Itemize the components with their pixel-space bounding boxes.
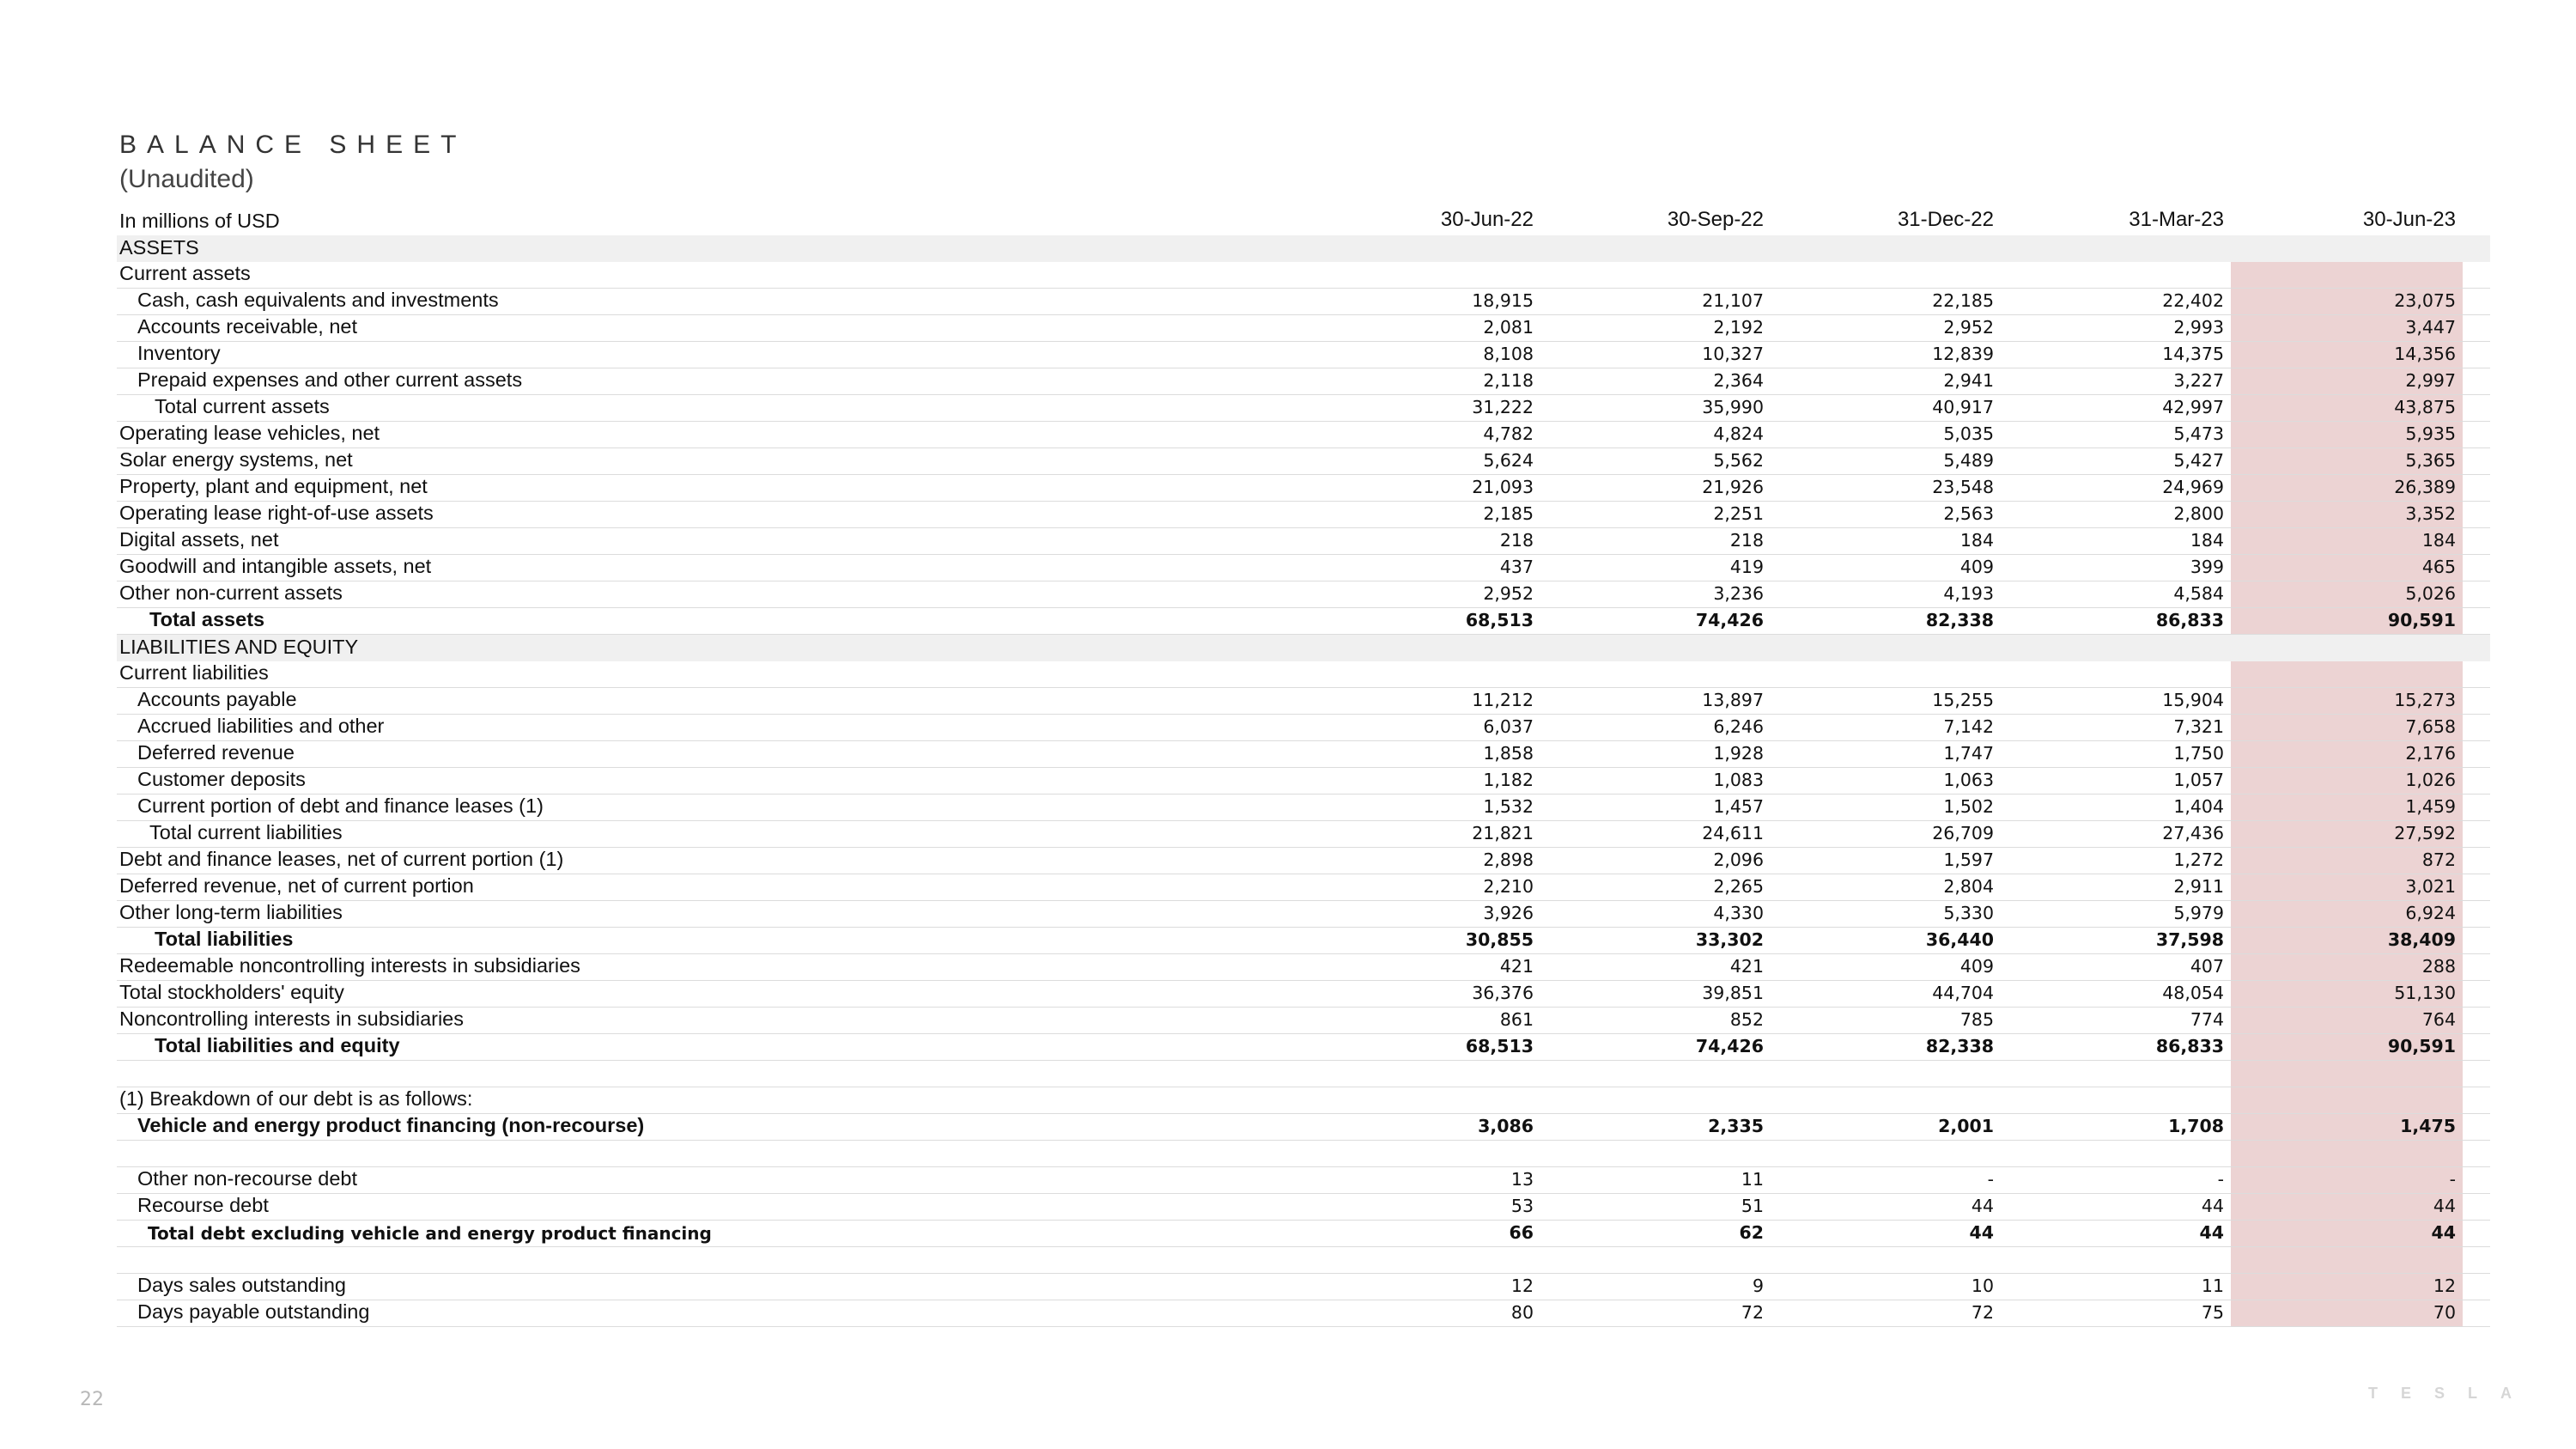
cell-value	[2231, 262, 2463, 288]
cell-value: 2,911	[2173, 876, 2224, 897]
cell-value: 5,365	[2231, 448, 2463, 474]
cell-value: 1,457	[1713, 796, 1764, 817]
cell-value: 421	[1499, 956, 1534, 977]
cell-value: 2,563	[1943, 503, 1994, 524]
cell-value: 184	[2190, 530, 2224, 551]
cell-value	[1540, 1110, 1771, 1113]
row-label: Recourse debt	[137, 1194, 269, 1216]
cell-value	[1771, 684, 2001, 687]
table-row	[117, 235, 2490, 262]
cell-value: 409	[1959, 557, 1994, 577]
cell-value: 4,782	[1483, 423, 1534, 444]
cell-value: 1,026	[2231, 768, 2463, 794]
table-row	[117, 741, 2490, 768]
row-label	[117, 1084, 1310, 1087]
row-label: ASSETS	[119, 236, 199, 259]
cell-value: 15,273	[2231, 688, 2463, 714]
cell-value: 2,993	[2173, 317, 2224, 338]
tesla-logo: TESLA	[2368, 1385, 2536, 1402]
cell-value: 23,075	[2231, 289, 2463, 314]
cell-value: 5,330	[1943, 903, 1994, 923]
cell-value: 1,459	[2231, 795, 2463, 820]
table-header-row	[117, 209, 2490, 235]
row-label: Accounts receivable, net	[137, 315, 358, 338]
column-header: 31-Mar-23	[2129, 208, 2224, 231]
cell-value: 2,804	[1943, 876, 1994, 897]
cell-value: 22,185	[1932, 290, 1994, 311]
cell-value: 11	[1741, 1169, 1764, 1190]
cell-value: 2,265	[1713, 876, 1764, 897]
row-label: Days sales outstanding	[137, 1274, 346, 1296]
cell-value: 218	[1729, 530, 1764, 551]
cell-value: 407	[2190, 956, 2224, 977]
table-row	[117, 422, 2490, 448]
table-row	[117, 954, 2490, 981]
table-row	[117, 1300, 2490, 1327]
cell-value: 44	[2231, 1221, 2463, 1246]
cell-value: 1,750	[2173, 743, 2224, 764]
cell-value: 13,897	[1702, 690, 1764, 710]
cell-value	[2001, 1269, 2231, 1273]
table-row	[117, 874, 2490, 901]
cell-value: -	[1987, 1169, 1994, 1190]
table-row	[117, 581, 2490, 608]
cell-value	[2231, 1087, 2463, 1113]
row-label: Property, plant and equipment, net	[119, 475, 428, 497]
row-label: Current liabilities	[119, 661, 269, 684]
cell-value: 44	[2231, 1194, 2463, 1220]
cell-value: 18,915	[1472, 290, 1534, 311]
cell-value	[2231, 1061, 2463, 1087]
cell-value: 2,192	[1713, 317, 1764, 338]
row-label: Total assets	[149, 608, 265, 630]
row-label: Current portion of debt and finance leases (1)	[137, 795, 544, 817]
cell-value: 24,611	[1702, 823, 1764, 843]
cell-value: 11,212	[1472, 690, 1534, 710]
cell-value: 5,026	[2231, 581, 2463, 607]
cell-value: 419	[1729, 557, 1764, 577]
cell-value: 1,597	[1943, 849, 1994, 870]
cell-value: 23,548	[1932, 477, 1994, 497]
row-label: Operating lease vehicles, net	[119, 422, 380, 444]
table-row	[117, 795, 2490, 821]
table-row	[117, 1221, 2490, 1247]
cell-value	[1310, 1163, 1540, 1166]
cell-value: 86,833	[2155, 610, 2224, 630]
cell-value: -	[2217, 1169, 2224, 1190]
table-row	[117, 848, 2490, 874]
cell-value: 44	[2201, 1196, 2224, 1216]
cell-value: 26,389	[2231, 475, 2463, 501]
row-label: Deferred revenue	[137, 741, 295, 764]
cell-value	[1771, 1163, 2001, 1166]
row-label: Solar energy systems, net	[119, 448, 353, 471]
cell-value: 421	[1729, 956, 1764, 977]
row-label: Debt and finance leases, net of current portion (1)	[119, 848, 564, 870]
cell-value	[1771, 1269, 2001, 1273]
table-row	[117, 688, 2490, 715]
cell-value: 6,924	[2231, 901, 2463, 927]
table-row	[117, 768, 2490, 795]
cell-value: 1,272	[2173, 849, 2224, 870]
cell-value: 1,182	[1483, 770, 1534, 790]
row-label: Total stockholders' equity	[119, 981, 344, 1003]
cell-value: 5,035	[1943, 423, 1994, 444]
table-row	[117, 981, 2490, 1008]
cell-value: 68,513	[1465, 1036, 1534, 1056]
table-row	[117, 315, 2490, 342]
cell-value: 1,057	[2173, 770, 2224, 790]
cell-value: 21,093	[1472, 477, 1534, 497]
cell-value: 8,108	[1483, 344, 1534, 364]
column-header: 30-Sep-22	[1667, 208, 1764, 231]
row-label: LIABILITIES AND EQUITY	[119, 636, 359, 658]
column-header: 30-Jun-22	[1440, 208, 1534, 231]
table-row	[117, 448, 2490, 475]
cell-value: 2,898	[1483, 849, 1534, 870]
table-row	[117, 555, 2490, 581]
row-label: Operating lease right-of-use assets	[119, 502, 434, 524]
cell-value: 90,591	[2231, 608, 2463, 634]
row-label: Current assets	[119, 262, 251, 284]
cell-value: 62	[1739, 1222, 1764, 1243]
column-header: 31-Dec-22	[1897, 208, 1994, 231]
cell-value: 44	[1969, 1222, 1994, 1243]
cell-value	[2231, 635, 2463, 661]
cell-value: 6,037	[1483, 716, 1534, 737]
row-label: Days payable outstanding	[137, 1300, 370, 1323]
cell-value: 1,083	[1713, 770, 1764, 790]
cell-value: 1,063	[1943, 770, 1994, 790]
cell-value: 42,997	[2162, 397, 2224, 417]
cell-value	[1540, 284, 1771, 288]
row-label: Total liabilities	[155, 928, 294, 950]
cell-value: 24,969	[2162, 477, 2224, 497]
cell-value	[1540, 658, 1771, 661]
cell-value: 72	[1971, 1302, 1994, 1323]
cell-value	[2001, 284, 2231, 288]
cell-value: 14,356	[2231, 342, 2463, 368]
cell-value: 13	[1510, 1169, 1534, 1190]
table-row	[117, 368, 2490, 395]
cell-value: 44	[1971, 1196, 1994, 1216]
table-row	[117, 1274, 2490, 1300]
cell-value: 21,107	[1702, 290, 1764, 311]
table-row	[117, 528, 2490, 555]
cell-value: 2,176	[2231, 741, 2463, 767]
table-row	[117, 1008, 2490, 1034]
cell-value	[1310, 658, 1540, 661]
table-row	[117, 342, 2490, 368]
cell-value: 33,302	[1695, 929, 1764, 950]
cell-value: 5,935	[2231, 422, 2463, 447]
cell-value	[2231, 1141, 2463, 1166]
table-row	[117, 715, 2490, 741]
cell-value: 409	[1959, 956, 1994, 977]
cell-value: 6,246	[1713, 716, 1764, 737]
table-row	[117, 635, 2490, 661]
cell-value: 437	[1499, 557, 1534, 577]
table-row	[117, 1087, 2490, 1114]
cell-value	[1310, 259, 1540, 262]
cell-value: 288	[2231, 954, 2463, 980]
cell-value: 22,402	[2162, 290, 2224, 311]
cell-value: 4,824	[1713, 423, 1764, 444]
cell-value: 12	[1510, 1275, 1534, 1296]
cell-value: 764	[2231, 1008, 2463, 1033]
cell-value: 2,800	[2173, 503, 2224, 524]
cell-value: 27,592	[2231, 821, 2463, 847]
table-row	[117, 661, 2490, 688]
cell-value: -	[2231, 1167, 2463, 1193]
table-row	[117, 901, 2490, 928]
cell-value: 1,928	[1713, 743, 1764, 764]
table-row	[117, 1034, 2490, 1061]
cell-value: 48,054	[2162, 983, 2224, 1003]
cell-value: 2,001	[1938, 1116, 1994, 1136]
cell-value: 1,502	[1943, 796, 1994, 817]
cell-value: 75	[2201, 1302, 2224, 1323]
row-label: Accounts payable	[137, 688, 297, 710]
cell-value: 35,990	[1702, 397, 1764, 417]
row-label: Goodwill and intangible assets, net	[119, 555, 432, 577]
cell-value: 2,251	[1713, 503, 1764, 524]
cell-value: 5,427	[2173, 450, 2224, 471]
cell-value	[1310, 1110, 1540, 1113]
cell-value	[2001, 1163, 2231, 1166]
row-label: Other non-current assets	[119, 581, 343, 604]
cell-value: 4,584	[2173, 583, 2224, 604]
cell-value: 852	[1729, 1009, 1764, 1030]
row-label	[117, 1164, 1310, 1166]
cell-value: 44,704	[1932, 983, 1994, 1003]
cell-value: 2,364	[1713, 370, 1764, 391]
cell-value: 36,376	[1472, 983, 1534, 1003]
cell-value: 26,709	[1932, 823, 1994, 843]
page-number: 22	[80, 1389, 104, 1410]
cell-value	[1771, 658, 2001, 661]
row-label: Total current liabilities	[149, 821, 343, 843]
balance-sheet-table	[117, 209, 2490, 1327]
cell-value	[1310, 284, 1540, 288]
cell-value: 3,021	[2231, 874, 2463, 900]
cell-value: 2,952	[1943, 317, 1994, 338]
cell-value: 5,562	[1713, 450, 1764, 471]
row-label: Vehicle and energy product financing (non-recourse)	[137, 1114, 645, 1136]
table-row	[117, 289, 2490, 315]
cell-value: 21,926	[1702, 477, 1764, 497]
cell-value	[1771, 1110, 2001, 1113]
cell-value: 3,447	[2231, 315, 2463, 341]
cell-value: 184	[2231, 528, 2463, 554]
column-header: 30-Jun-23	[2362, 208, 2456, 231]
page-subtitle: (Unaudited)	[119, 165, 254, 193]
cell-value: 36,440	[1925, 929, 1994, 950]
row-label: Other non-recourse debt	[137, 1167, 358, 1190]
cell-value: 3,086	[1478, 1116, 1534, 1136]
cell-value: 12	[2231, 1274, 2463, 1300]
cell-value: 86,833	[2155, 1036, 2224, 1056]
cell-value: 3,926	[1483, 903, 1534, 923]
cell-value: 43,875	[2231, 395, 2463, 421]
row-label: Noncontrolling interests in subsidiaries	[119, 1008, 465, 1030]
cell-value: 10	[1971, 1275, 1994, 1296]
table-row	[117, 1061, 2490, 1087]
row-label: Total current assets	[155, 395, 330, 417]
unit-label: In millions of USD	[119, 210, 280, 232]
cell-value: 68,513	[1465, 610, 1534, 630]
table-row	[117, 1194, 2490, 1221]
cell-value	[1540, 1269, 1771, 1273]
table-row	[117, 821, 2490, 848]
cell-value: 2,118	[1483, 370, 1534, 391]
row-label: Digital assets, net	[119, 528, 279, 551]
cell-value: 2,210	[1483, 876, 1534, 897]
cell-value: 5,624	[1483, 450, 1534, 471]
cell-value: 82,338	[1925, 610, 1994, 630]
cell-value: 7,142	[1943, 716, 1994, 737]
cell-value: 7,321	[2173, 716, 2224, 737]
cell-value: 40,917	[1932, 397, 1994, 417]
cell-value: 38,409	[2231, 928, 2463, 953]
cell-value	[2001, 1083, 2231, 1087]
cell-value	[2001, 259, 2231, 262]
cell-value: 7,658	[2231, 715, 2463, 740]
row-label: Deferred revenue, net of current portion	[119, 874, 474, 897]
cell-value: 465	[2231, 555, 2463, 581]
cell-value: 70	[2231, 1300, 2463, 1326]
cell-value	[1310, 684, 1540, 687]
cell-value: 27,436	[2162, 823, 2224, 843]
cell-value: 21,821	[1472, 823, 1534, 843]
cell-value	[1540, 1083, 1771, 1087]
row-label: Total debt excluding vehicle and energy product financing	[148, 1223, 712, 1244]
cell-value	[1771, 259, 2001, 262]
table-row	[117, 395, 2490, 422]
cell-value: 872	[2231, 848, 2463, 874]
cell-value: 1,404	[2173, 796, 2224, 817]
cell-value	[1310, 1083, 1540, 1087]
cell-value	[2231, 1247, 2463, 1273]
cell-value: 3,227	[2173, 370, 2224, 391]
cell-value: 2,185	[1483, 503, 1534, 524]
table-row	[117, 1167, 2490, 1194]
cell-value: 15,904	[2162, 690, 2224, 710]
table-row	[117, 1141, 2490, 1167]
page-title: BALANCE SHEET	[119, 131, 467, 159]
cell-value: 74,426	[1695, 1036, 1764, 1056]
row-label: Total liabilities and equity	[155, 1034, 400, 1056]
cell-value	[2001, 658, 2231, 661]
cell-value: 184	[1959, 530, 1994, 551]
cell-value: 2,096	[1713, 849, 1764, 870]
cell-value: 1,708	[2168, 1116, 2224, 1136]
cell-value: 2,335	[1708, 1116, 1764, 1136]
cell-value: 39,851	[1702, 983, 1764, 1003]
cell-value	[1540, 1163, 1771, 1166]
row-label: Cash, cash equivalents and investments	[137, 289, 499, 311]
cell-value: 5,489	[1943, 450, 1994, 471]
cell-value	[1310, 1269, 1540, 1273]
table-row	[117, 1114, 2490, 1141]
cell-value: 9	[1752, 1275, 1764, 1296]
cell-value: 785	[1959, 1009, 1994, 1030]
cell-value: 74,426	[1695, 610, 1764, 630]
row-label: Redeemable noncontrolling interests in subsidiaries	[119, 954, 580, 977]
cell-value: 4,330	[1713, 903, 1764, 923]
cell-value: 30,855	[1465, 929, 1534, 950]
row-label: Prepaid expenses and other current assets	[137, 368, 523, 391]
cell-value: 80	[1510, 1302, 1534, 1323]
cell-value: 2,081	[1483, 317, 1534, 338]
row-label: Inventory	[137, 342, 221, 364]
cell-value	[2231, 235, 2463, 262]
cell-value: 3,352	[2231, 502, 2463, 527]
cell-value: 1,747	[1943, 743, 1994, 764]
cell-value: 11	[2201, 1275, 2224, 1296]
cell-value: 774	[2190, 1009, 2224, 1030]
cell-value	[1771, 1083, 2001, 1087]
table-row	[117, 928, 2490, 954]
cell-value: 37,598	[2155, 929, 2224, 950]
cell-value: 51,130	[2231, 981, 2463, 1007]
cell-value: 66	[1509, 1222, 1534, 1243]
cell-value: 12,839	[1932, 344, 1994, 364]
cell-value: 53	[1510, 1196, 1534, 1216]
cell-value: 1,475	[2231, 1114, 2463, 1140]
cell-value: 1,532	[1483, 796, 1534, 817]
cell-value: 2,997	[2231, 368, 2463, 394]
cell-value	[1771, 284, 2001, 288]
cell-value: 82,338	[1925, 1036, 1994, 1056]
row-label	[117, 1270, 1310, 1273]
table-row	[117, 475, 2490, 502]
row-label: Other long-term liabilities	[119, 901, 343, 923]
cell-value	[2231, 661, 2463, 687]
row-label: Accrued liabilities and other	[137, 715, 385, 737]
cell-value: 218	[1499, 530, 1534, 551]
cell-value	[1540, 684, 1771, 687]
cell-value: 1,858	[1483, 743, 1534, 764]
cell-value: 3,236	[1713, 583, 1764, 604]
cell-value: 90,591	[2231, 1034, 2463, 1060]
cell-value: 5,979	[2173, 903, 2224, 923]
cell-value: 31,222	[1472, 397, 1534, 417]
cell-value: 4,193	[1943, 583, 1994, 604]
cell-value	[2001, 684, 2231, 687]
cell-value: 10,327	[1702, 344, 1764, 364]
table-row	[117, 502, 2490, 528]
cell-value: 72	[1741, 1302, 1764, 1323]
table-row	[117, 1247, 2490, 1274]
cell-value: 5,473	[2173, 423, 2224, 444]
cell-value: 399	[2190, 557, 2224, 577]
cell-value	[2001, 1110, 2231, 1113]
cell-value: 2,941	[1943, 370, 1994, 391]
table-row	[117, 608, 2490, 635]
table-row	[117, 262, 2490, 289]
cell-value: 2,952	[1483, 583, 1534, 604]
cell-value: 14,375	[2162, 344, 2224, 364]
cell-value	[1540, 259, 1771, 262]
cell-value: 51	[1741, 1196, 1764, 1216]
row-label: Customer deposits	[137, 768, 306, 790]
row-label: (1) Breakdown of our debt is as follows:	[119, 1087, 473, 1110]
cell-value: 44	[2199, 1222, 2224, 1243]
cell-value: 15,255	[1932, 690, 1994, 710]
cell-value: 861	[1499, 1009, 1534, 1030]
